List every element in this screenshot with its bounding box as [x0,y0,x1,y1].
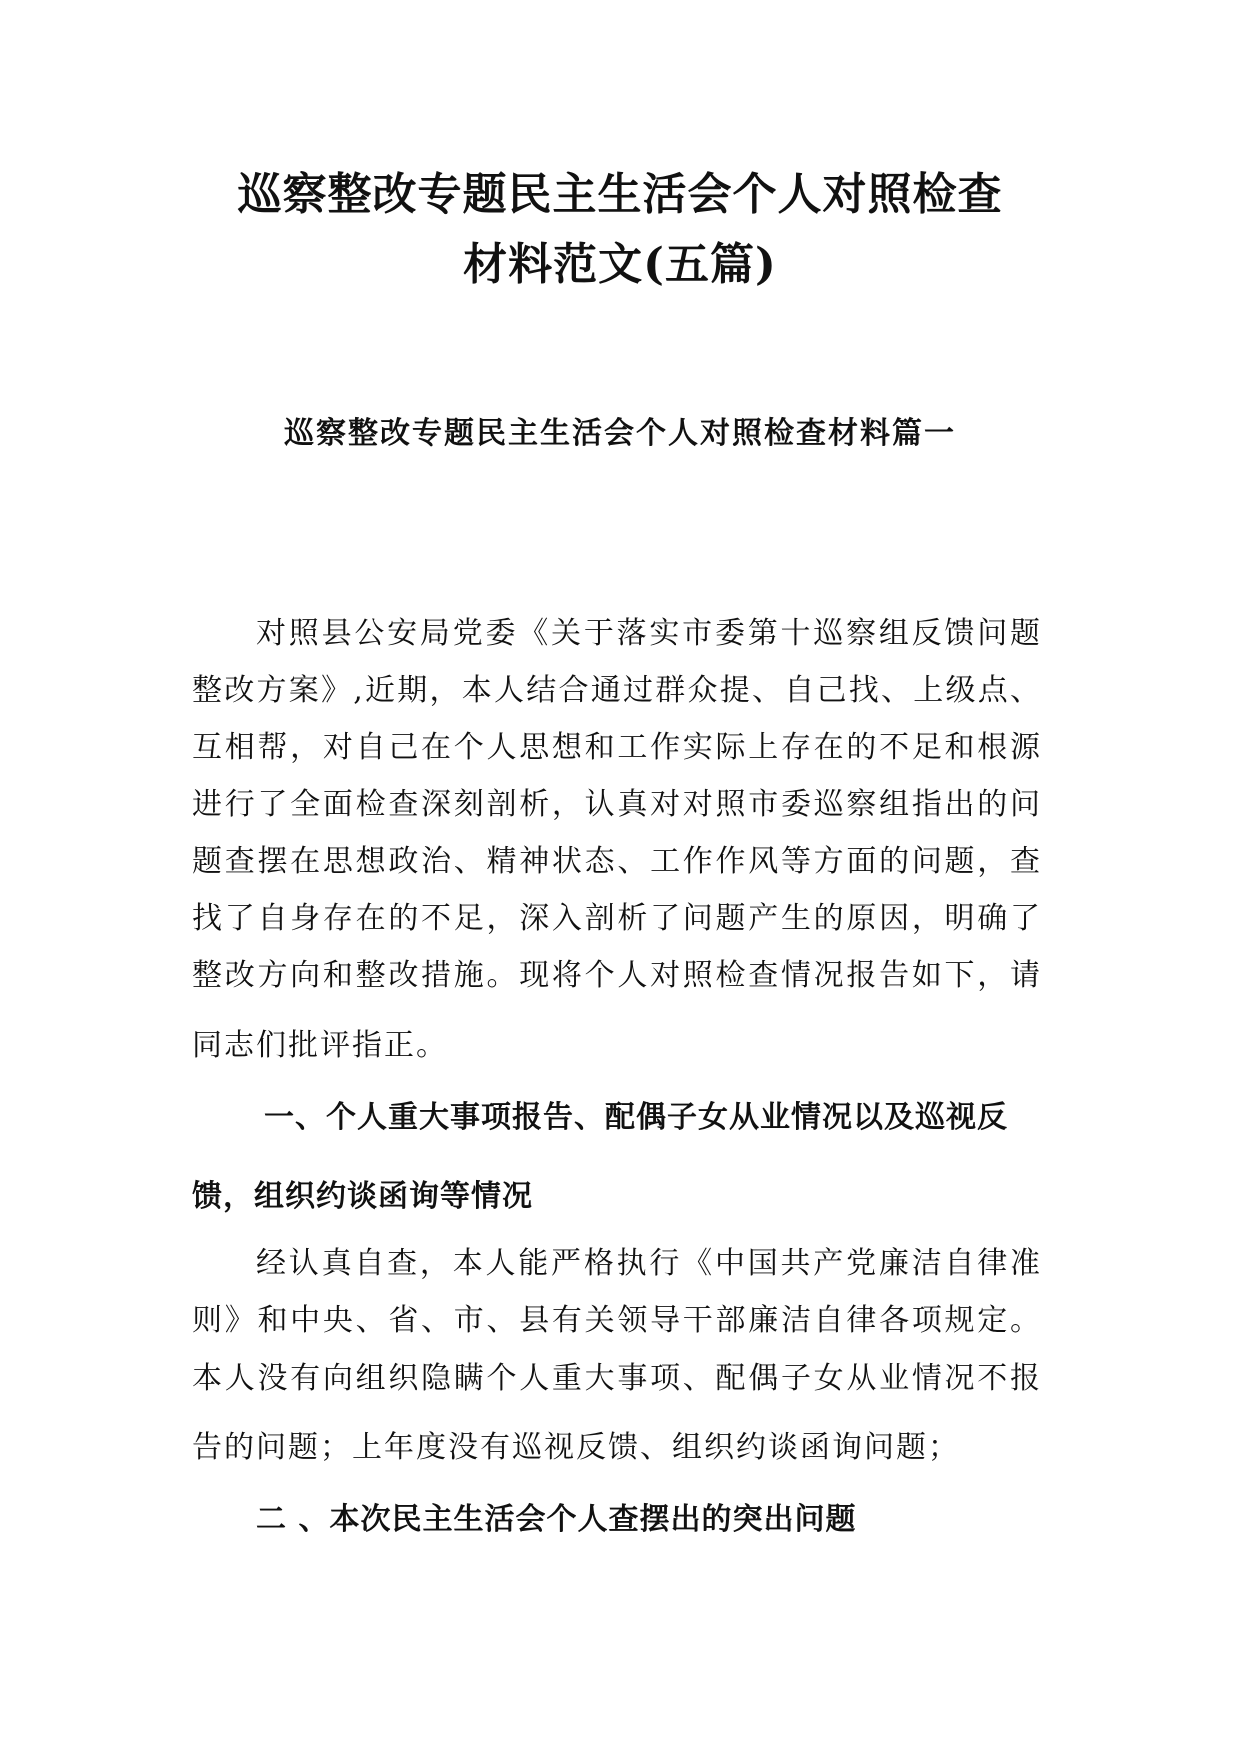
section-subtitle: 巡察整改专题民主生活会个人对照检查材料篇一 [284,416,956,451]
section2-heading: 二 、本次民主生活会个人查摆出的突出问题 [256,1502,857,1537]
document-title-line2: 材料范文(五篇) [463,239,777,290]
section1-heading-line2: 馈，组织约谈函询等情况 [192,1179,533,1214]
section1-heading-line1: 一、个人重大事项报告、配偶子女从业情况以及巡视反 [264,1100,1008,1135]
document-title-line1: 巡察整改专题民主生活会个人对照检查 [237,169,1003,220]
section1-line-2: 则》和中央、省、市、县有关领导干部廉洁自律各项规定。 [192,1303,1042,1338]
intro-line-7: 整改方向和整改措施。现将个人对照检查情况报告如下，请 [192,958,1042,993]
section1-line-3: 本人没有向组织隐瞒个人重大事项、配偶子女从业情况不报 [192,1361,1042,1396]
intro-line-8: 同志们批评指正。 [192,1028,448,1063]
section1-line-4: 告的问题；上年度没有巡视反馈、组织约谈函询问题； [192,1430,960,1465]
section1-line-1: 经认真自查，本人能严格执行《中国共产党廉洁自律准 [256,1246,1042,1281]
intro-line-6: 找了自身存在的不足，深入剖析了问题产生的原因，明确了 [192,901,1042,936]
intro-line-2: 整改方案》,近期，本人结合通过群众提、自己找、上级点、 [192,673,1042,708]
intro-line-5: 题查摆在思想政治、精神状态、工作作风等方面的问题，查 [192,844,1042,879]
intro-line-1: 对照县公安局党委《关于落实市委第十巡察组反馈问题 [256,616,1042,651]
intro-line-4: 进行了全面检查深刻剖析，认真对对照市委巡察组指出的问 [192,787,1042,822]
intro-line-3: 互相帮，对自己在个人思想和工作实际上存在的不足和根源 [192,730,1042,765]
